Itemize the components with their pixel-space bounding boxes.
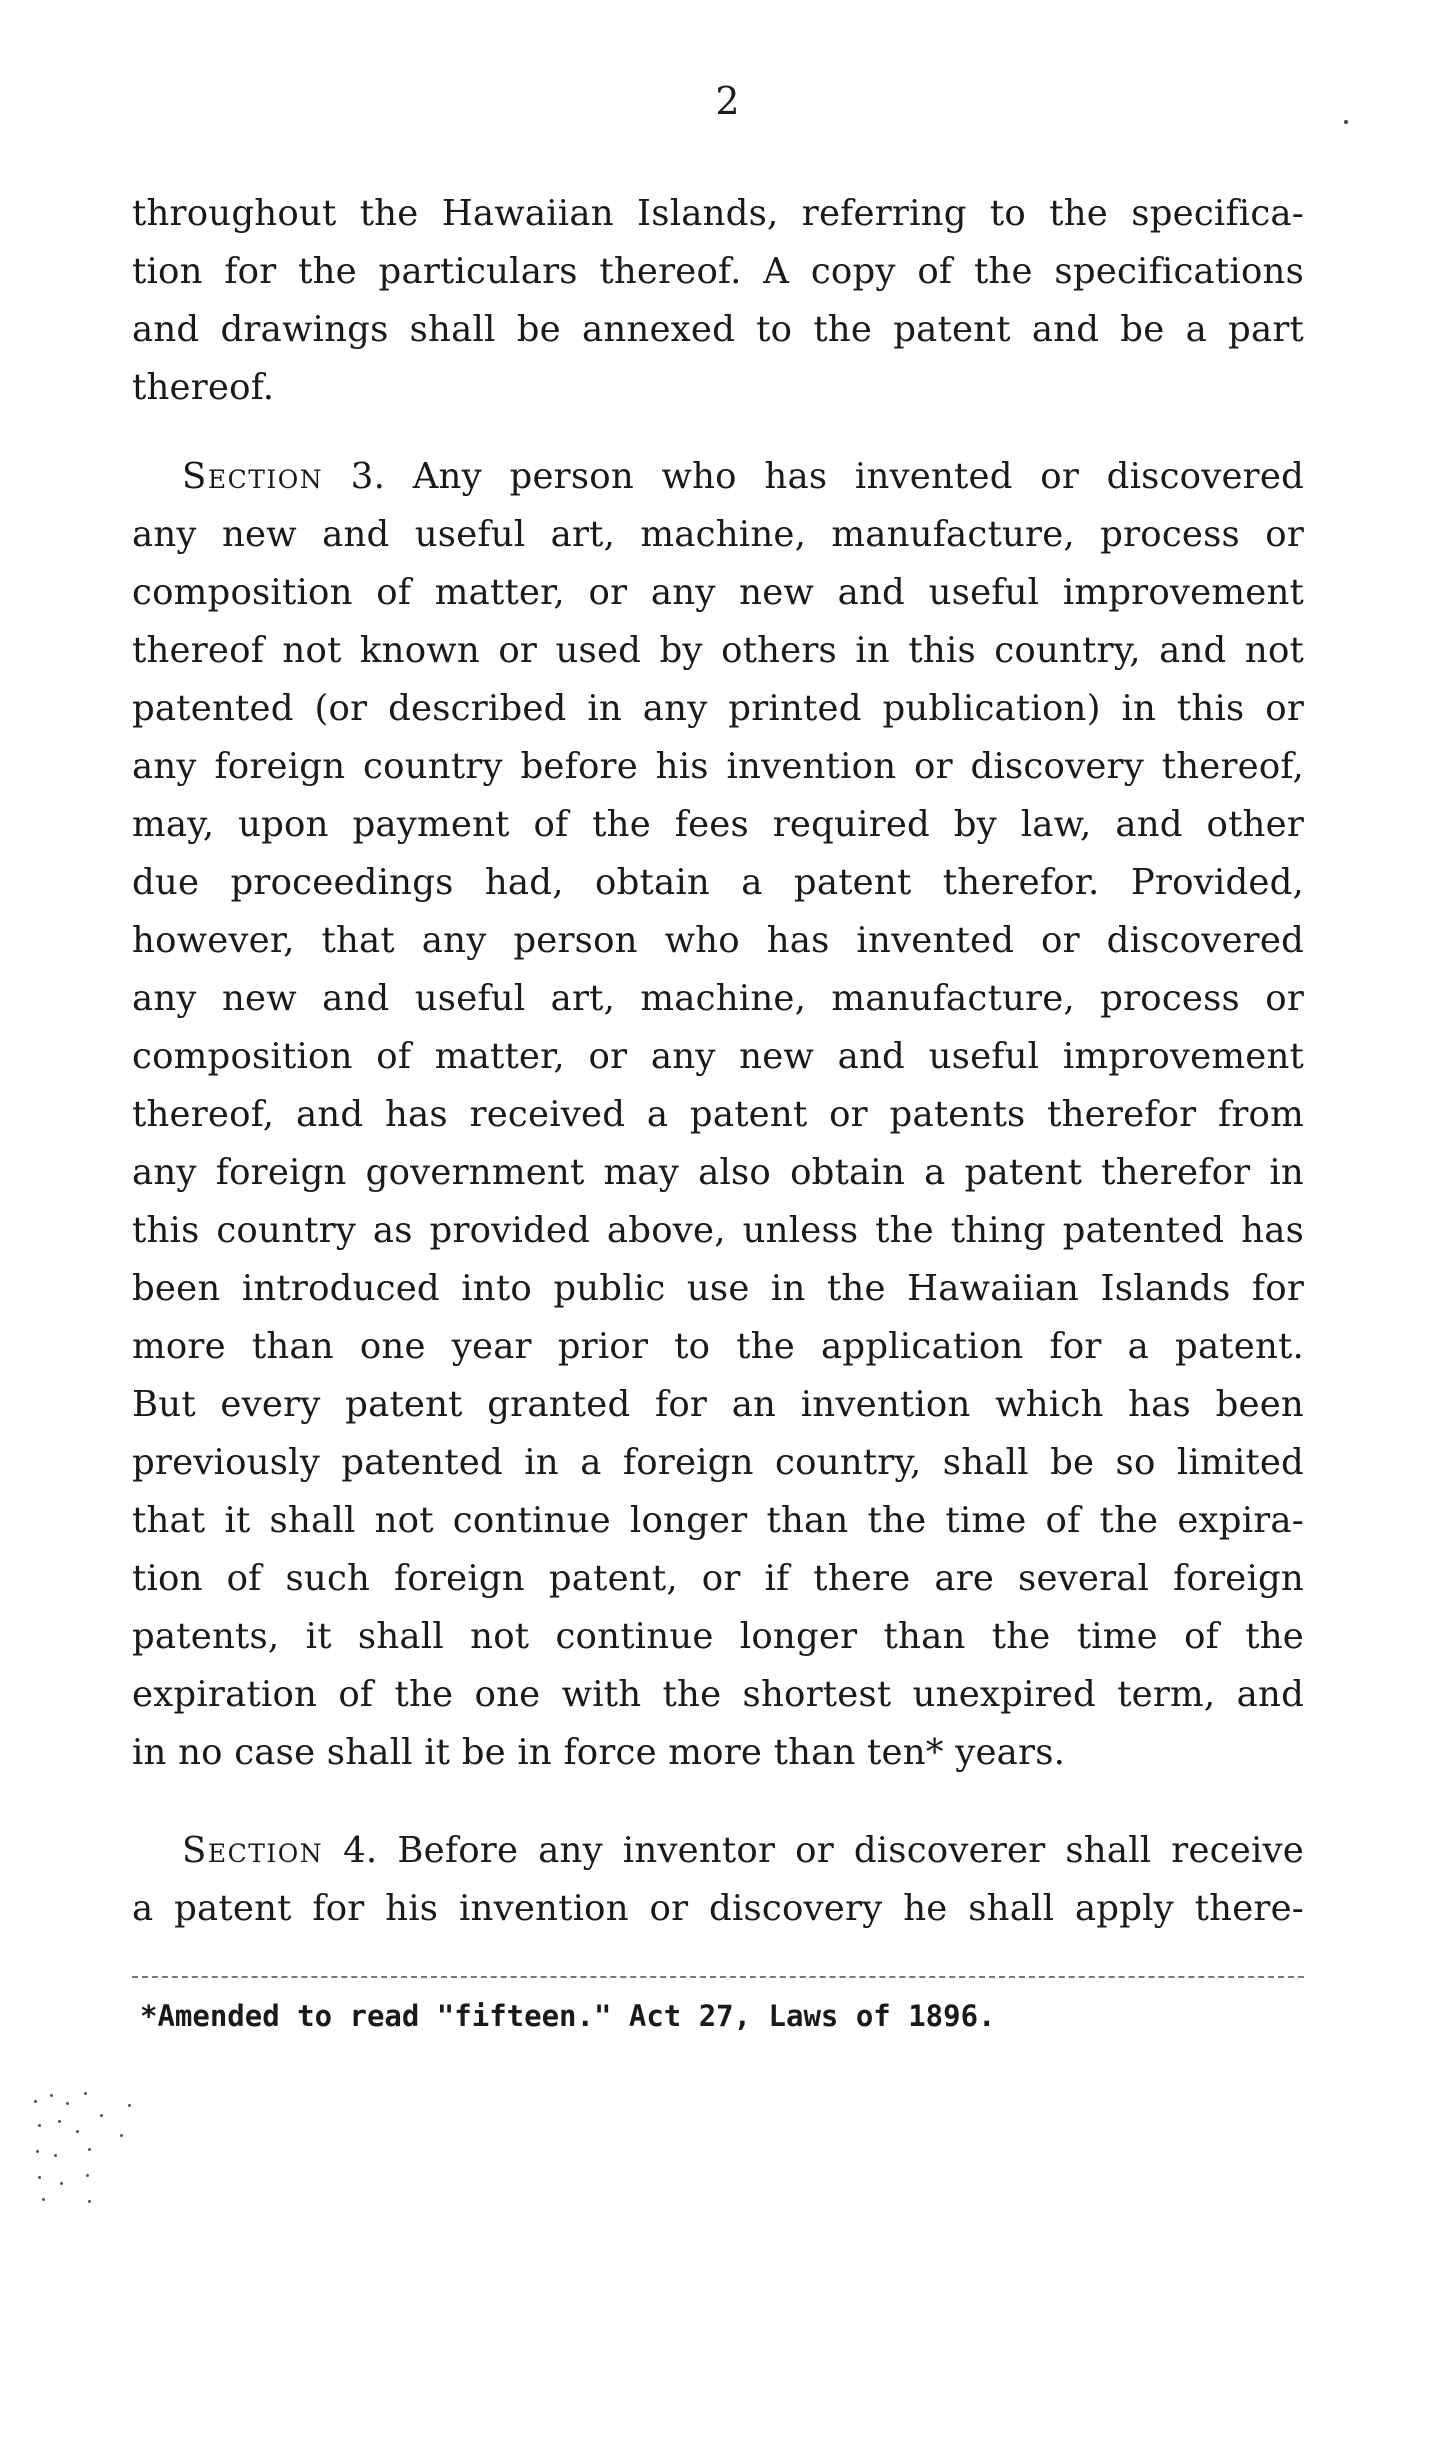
text-line: But every patent granted for an invention which has been bbox=[132, 1384, 1304, 1425]
text-line: patented (or described in any printed publication) in this or bbox=[132, 688, 1304, 729]
paragraph-section-3 bbox=[132, 448, 1304, 1782]
text-line: any new and useful art, machine, manufacture, process or bbox=[132, 978, 1304, 1019]
section-label: Section bbox=[182, 456, 324, 497]
text-line: more than one year prior to the application for a patent. bbox=[132, 1326, 1304, 1367]
text-line: this country as provided above, unless the thing patented has bbox=[132, 1210, 1304, 1251]
text-line: tion of such foreign patent, or if there are several foreign bbox=[132, 1558, 1304, 1599]
section-3-heading-line bbox=[132, 448, 1304, 506]
text-line: that it shall not continue longer than the time of the expira- bbox=[132, 1500, 1304, 1541]
text-line: patents, it shall not continue longer than the time of the bbox=[132, 1616, 1304, 1657]
section-label: Section bbox=[182, 1830, 324, 1871]
text-line: previously patented in a foreign country, shall be so limited bbox=[132, 1442, 1304, 1483]
text-line: thereof, and has received a patent or patents therefor from bbox=[132, 1094, 1304, 1135]
text-line: composition of matter, or any new and useful improvement bbox=[132, 572, 1304, 613]
section-number: 3. bbox=[350, 456, 386, 497]
text-line: due proceedings had, obtain a patent therefor. Provided, bbox=[132, 862, 1304, 903]
text-line: a patent for his invention or discovery he shall apply there- bbox=[132, 1888, 1304, 1929]
text-line: any foreign government may also obtain a patent therefor in bbox=[132, 1152, 1304, 1193]
text-line: been introduced into public use in the Hawaiian Islands for bbox=[132, 1268, 1304, 1309]
page-number: 2 bbox=[715, 79, 740, 123]
footnote: *Amended to read "fifteen." Act 27, Laws of 1896. bbox=[140, 1999, 996, 2033]
paragraph-section-4 bbox=[132, 1822, 1304, 1938]
footnote-divider bbox=[132, 1976, 1304, 1978]
text-line: throughout the Hawaiian Islands, referring to the specifica- bbox=[132, 193, 1304, 234]
text-line: may, upon payment of the fees required by law, and other bbox=[132, 804, 1304, 845]
section-first-line: Before any inventor or discoverer shall receive bbox=[397, 1830, 1304, 1871]
section-number: 4. bbox=[343, 1830, 378, 1871]
text-line: expiration of the one with the shortest unexpired term, and bbox=[132, 1674, 1304, 1715]
scan-specks bbox=[30, 2090, 160, 2210]
text-line: composition of matter, or any new and useful improvement bbox=[132, 1036, 1304, 1077]
text-line: thereof not known or used by others in this country, and not bbox=[132, 630, 1304, 671]
text-line: and drawings shall be annexed to the patent and be a part bbox=[132, 309, 1304, 350]
text-line: any new and useful art, machine, manufacture, process or bbox=[132, 514, 1304, 555]
text-line: tion for the particulars thereof. A copy of the specifications bbox=[132, 251, 1304, 292]
section-first-line: Any person who has invented or discovered bbox=[412, 456, 1304, 497]
section-4-heading-line bbox=[132, 1822, 1304, 1880]
text-line: however, that any person who has invented or discovered bbox=[132, 920, 1304, 961]
paragraph-intro bbox=[132, 185, 1304, 417]
text-line: any foreign country before his invention or discovery thereof, bbox=[132, 746, 1304, 787]
text-line: thereof. bbox=[132, 367, 275, 408]
text-line: in no case shall it be in force more than ten* years. bbox=[132, 1732, 1066, 1773]
stray-ink-mark bbox=[1344, 120, 1348, 124]
